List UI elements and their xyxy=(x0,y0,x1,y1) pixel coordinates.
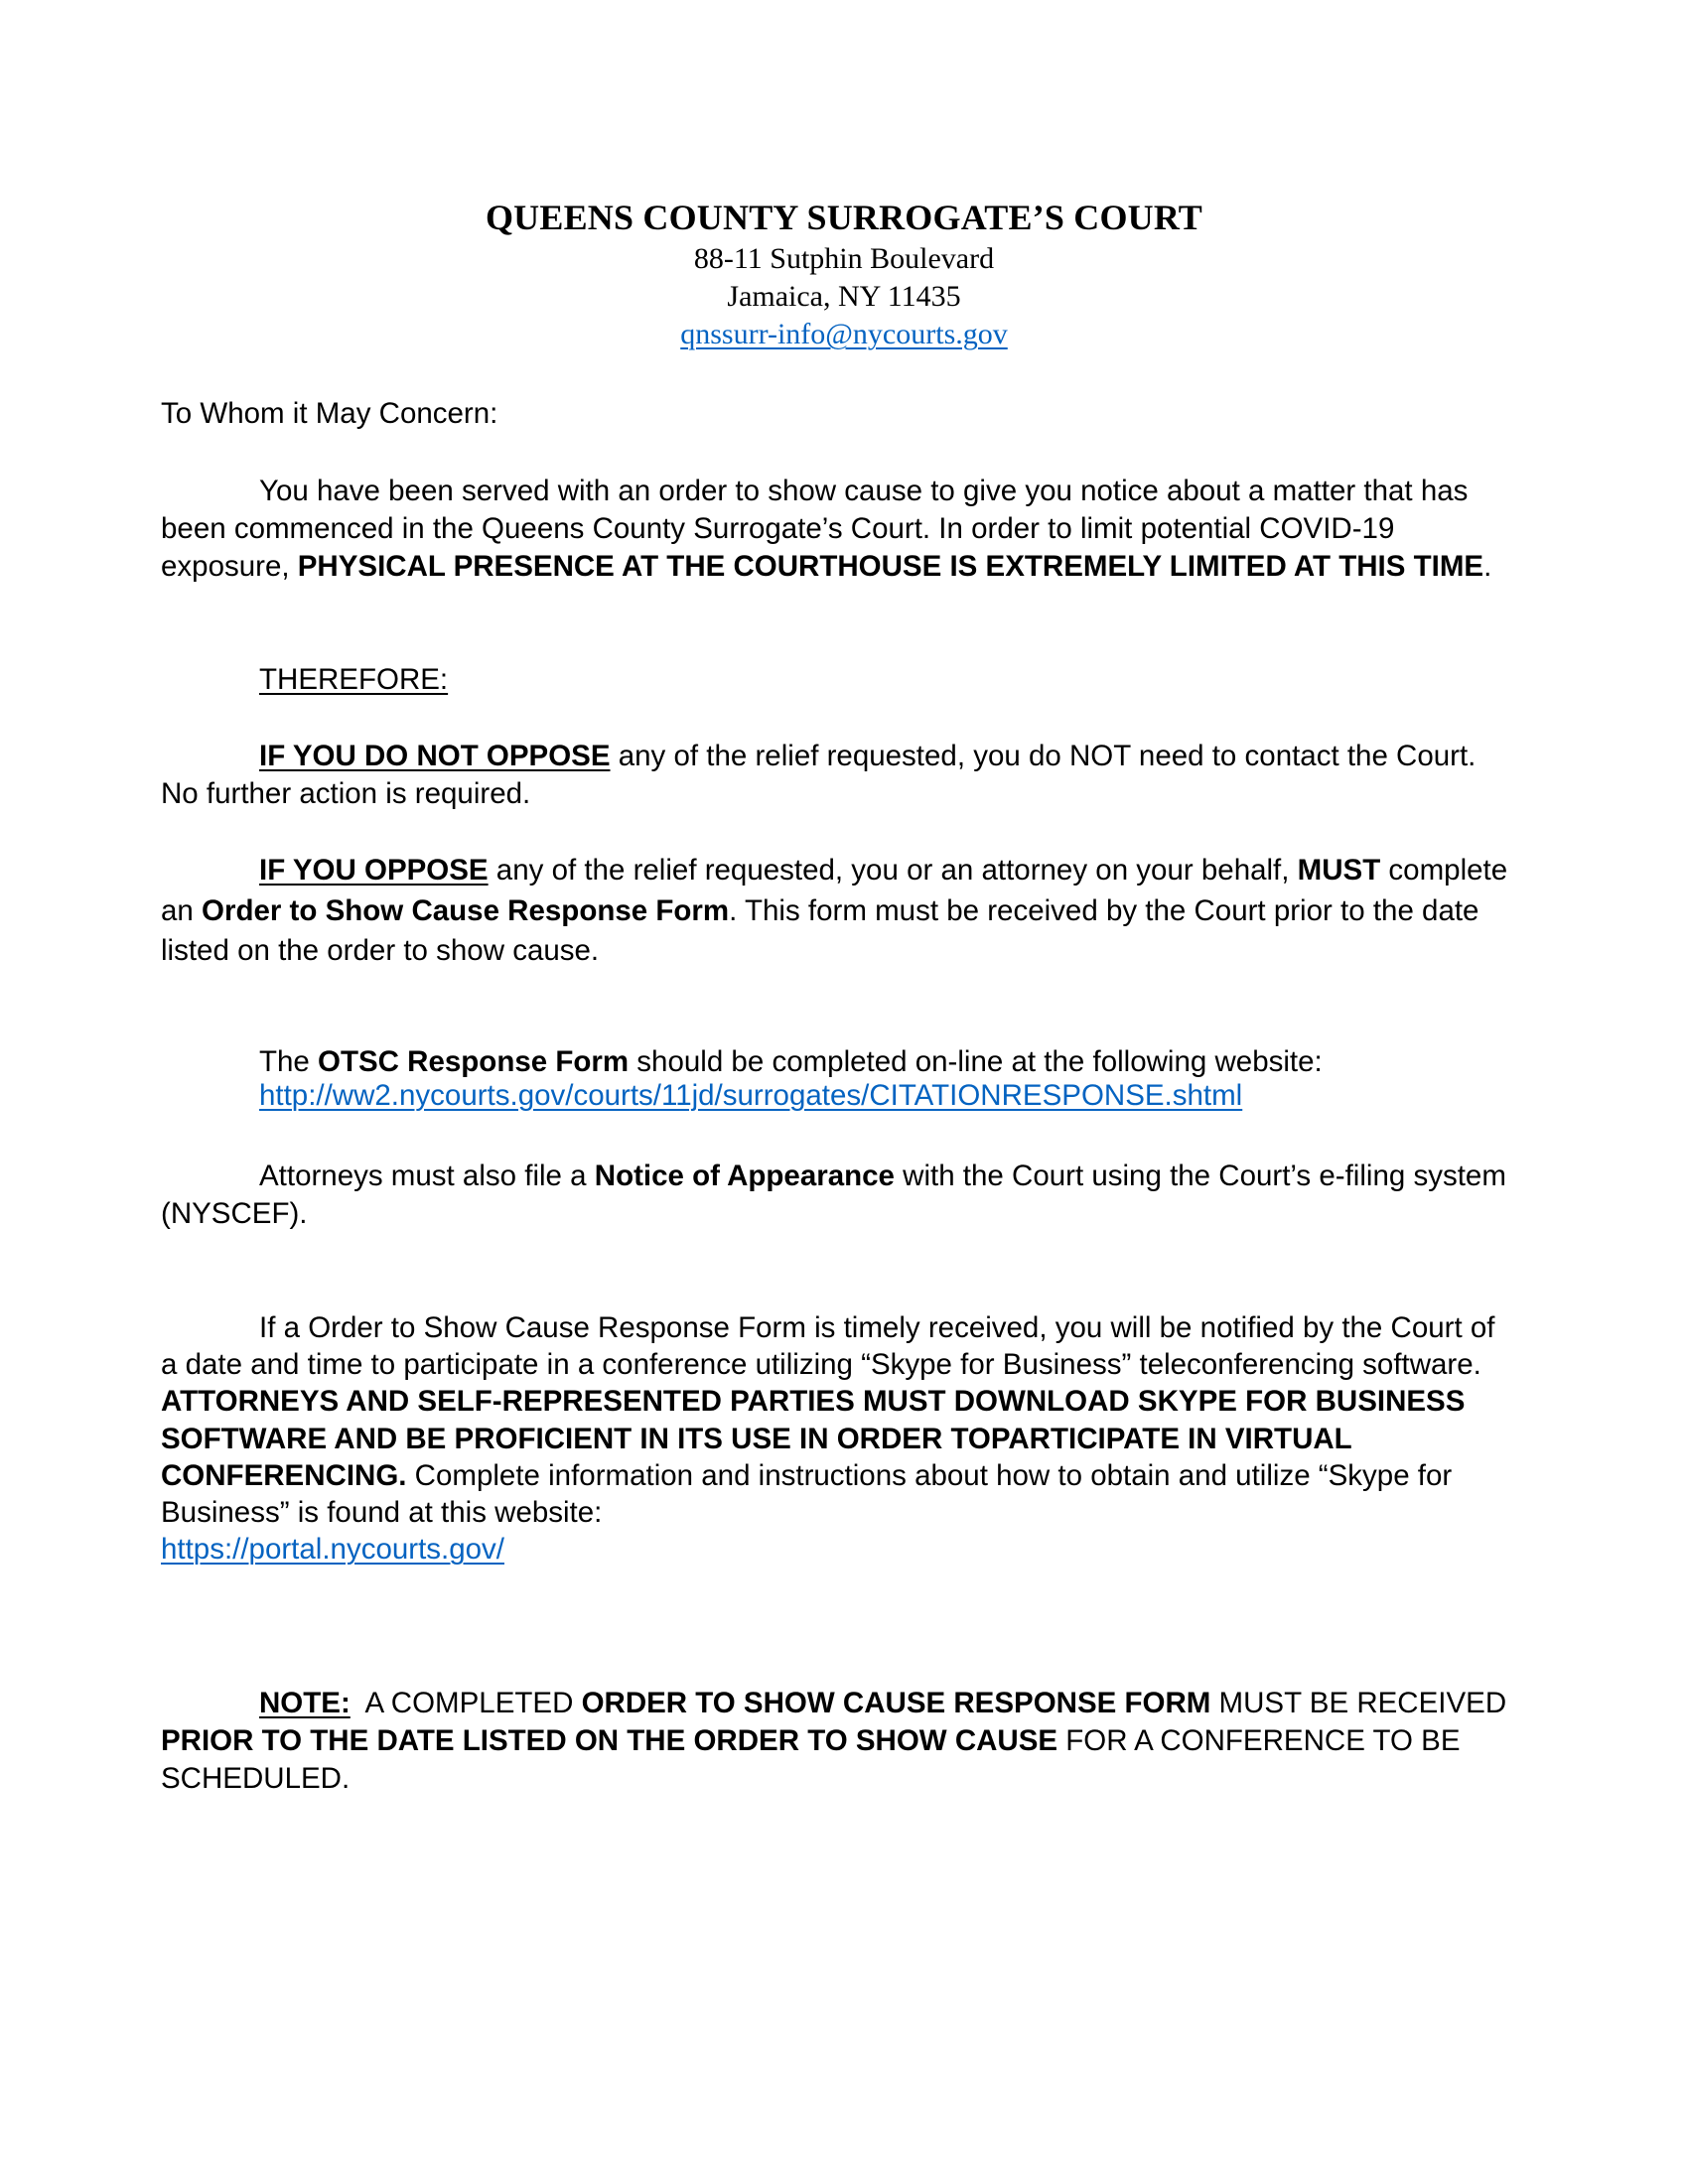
conference-text-1: If a Order to Show Cause Response Form is timely received, you will be notified by the Court of a date and time to participate in a conference utilizing “Skype for Business” teleconferencing software. xyxy=(161,1311,1495,1382)
otsc-text-1: The xyxy=(259,1045,319,1078)
paragraph-note xyxy=(161,1685,1511,1797)
attorneys-text-1: Attorneys must also file a xyxy=(259,1160,595,1192)
address-street: 88-11 Sutphin Boulevard xyxy=(693,242,995,275)
note-deadline: PRIOR TO THE DATE LISTED ON THE ORDER TO SHOW CAUSE xyxy=(161,1723,1058,1757)
otsc-form-name: OTSC Response Form xyxy=(318,1045,630,1078)
note-text-2: MUST BE RECEIVED xyxy=(1210,1687,1507,1719)
address-city: Jamaica, NY 11435 xyxy=(727,280,961,313)
conference-emphasis: ATTORNEYS AND SELF-REPRESENTED PARTIES MUST DOWNLOAD SKYPE FOR BUSINESS SOFTWARE AND BE PROFICIENT IN ITS USE IN ORDER TOPARTICIPATE IN VIRTUAL CONFERENCING. xyxy=(161,1385,1466,1492)
otsc-text-2: should be completed on-line at the following website: xyxy=(629,1045,1323,1078)
note-heading: NOTE: xyxy=(259,1687,351,1719)
therefore-heading xyxy=(161,661,1511,699)
paragraph-oppose xyxy=(161,851,1511,972)
served-emphasis: PHYSICAL PRESENCE AT THE COURTHOUSE IS EXTREMELY LIMITED AT THIS TIME xyxy=(297,549,1484,583)
attorneys-text-2: with the Court using the Court’s e-filing system (NYSCEF). xyxy=(161,1160,1506,1230)
oppose-form-name: Order to Show Cause Response Form xyxy=(202,893,730,927)
paragraph-served xyxy=(161,473,1511,585)
therefore-label: THEREFORE: xyxy=(259,663,449,696)
paragraph-conference xyxy=(161,1309,1511,1568)
oppose-heading: IF YOU OPPOSE xyxy=(259,854,489,887)
court-title: QUEENS COUNTY SURROGATE’S COURT xyxy=(485,198,1203,237)
oppose-text-1: any of the relief requested, you or an attorney on your behalf, xyxy=(488,854,1298,887)
note-text-3: FOR A CONFERENCE TO BE SCHEDULED. xyxy=(161,1723,1461,1795)
not-oppose-heading: IF YOU DO NOT OPPOSE xyxy=(259,740,611,772)
not-oppose-text: any of the relief requested, you do NOT need to contact the Court. No further action is required. xyxy=(161,740,1477,810)
portal-link[interactable]: https://portal.nycourts.gov/ xyxy=(161,1533,504,1567)
paragraph-attorneys xyxy=(161,1158,1511,1233)
note-text-1: A COMPLETED xyxy=(350,1687,582,1719)
court-email xyxy=(0,318,1688,351)
served-text-1: You have been served with an order to show cause to give you notice about a matter that has been commenced in the Queens County Surrogate’s Court. In order to limit potential COVID-19 exposure, xyxy=(161,475,1469,583)
oppose-text-2: complete an xyxy=(161,854,1508,927)
salutation: To Whom it May Concern: xyxy=(161,397,498,430)
oppose-must: MUST xyxy=(1297,854,1381,887)
conference-text-2: Complete information and instructions about how to obtain and utilize “Skype for Business” is found at this website: xyxy=(161,1458,1453,1530)
paragraph-not-oppose xyxy=(161,738,1511,813)
court-email-link[interactable]: qnssurr-info@nycourts.gov xyxy=(680,318,1008,350)
citation-response-link[interactable]: http://ww2.nycourts.gov/courts/11jd/surrogates/CITATIONRESPONSE.shtml xyxy=(259,1078,1243,1112)
note-form-name: ORDER TO SHOW CAUSE RESPONSE FORM xyxy=(581,1687,1211,1719)
served-text-2: . xyxy=(1483,549,1492,583)
oppose-text-3: . This form must be received by the Court prior to the date listed on the order to show cause. xyxy=(161,893,1479,967)
notice-of-appearance: Notice of Appearance xyxy=(594,1160,895,1192)
paragraph-otsc xyxy=(161,1045,1511,1112)
